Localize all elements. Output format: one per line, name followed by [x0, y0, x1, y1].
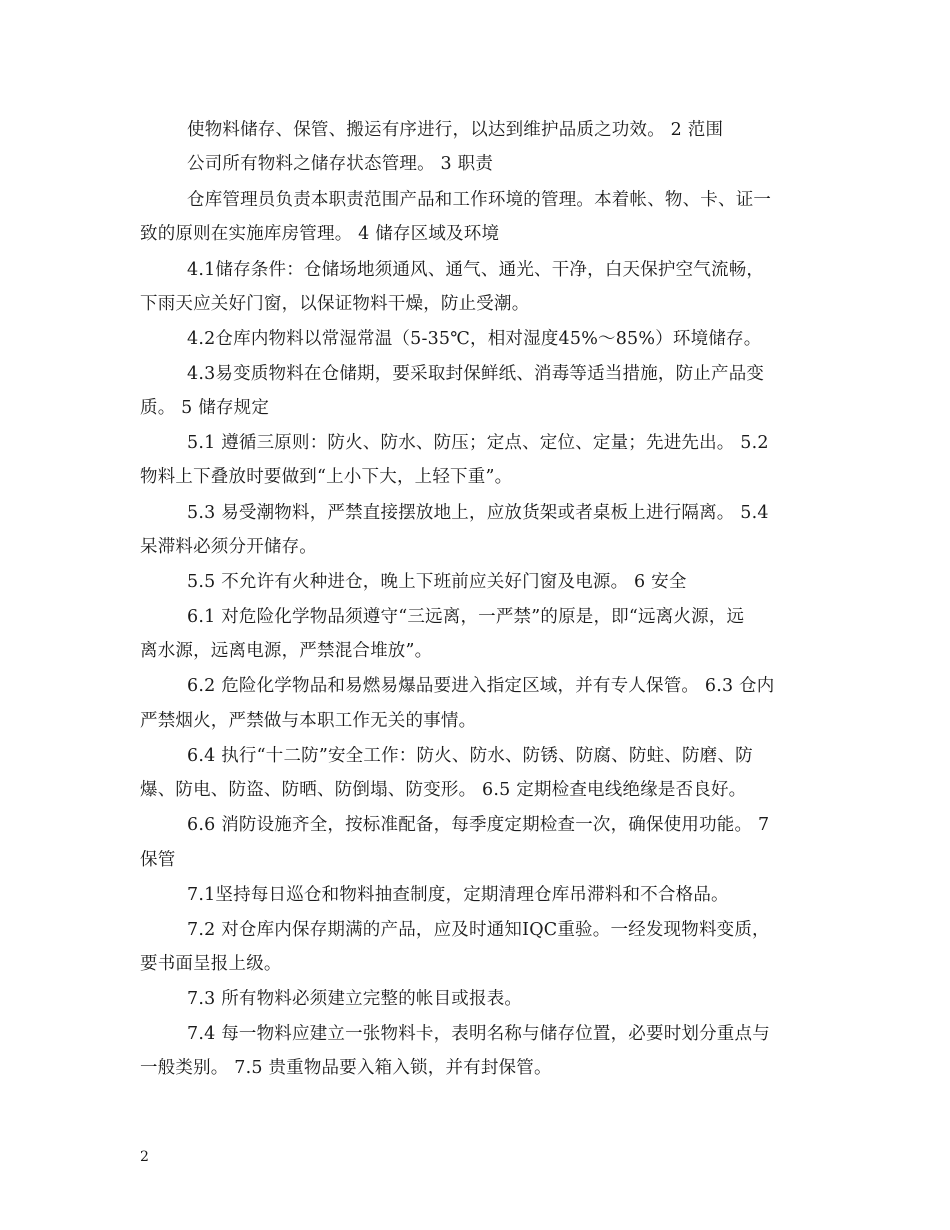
text-line: 物料上下叠放时要做到“上小下大，上轻下重”。 — [140, 467, 513, 487]
text-line: 7.4 每一物料应建立一张物料卡，表明名称与储存位置，必要时划分重点与 — [187, 1024, 770, 1044]
text-line: 下雨天应关好门窗，以保证物料干燥，防止受潮。 — [140, 294, 530, 314]
text-line: 4.1储存条件：仓储场地须通风、通气、通光、干净，白天保护空气流畅， — [187, 260, 765, 280]
text-line: 6.1 对危险化学物品须遵守“三远离，一严禁”的原是，即“远离火源，远 — [187, 607, 745, 627]
text-line: 5.1 遵循三原则：防火、防水、防压；定点、定位、定量；先进先出。 5.2 — [187, 433, 769, 453]
text-line: 5.5 不允许有火种进仓，晚上下班前应关好门窗及电源。 6 安全 — [187, 572, 687, 592]
text-line: 呆滞料必须分开储存。 — [140, 537, 317, 557]
text-line: 7.1坚持每日巡仓和物料抽查制度，定期清理仓库吊滞料和不合格品。 — [187, 885, 729, 905]
text-line: 公司所有物料之储存状态管理。 3 职责 — [187, 154, 494, 174]
text-line: 6.6 消防设施齐全，按标准配备，每季度定期检查一次，确保使用功能。 7 — [187, 815, 770, 835]
text-line: 6.2 危险化学物品和易燃易爆品要进入指定区域，并有专人保管。 6.3 仓内 — [187, 676, 775, 696]
text-line: 离水源，远离电源，严禁混合堆放”。 — [140, 641, 433, 661]
text-line: 保管 — [140, 850, 176, 870]
text-line: 严禁烟火，严禁做与本职工作无关的事情。 — [140, 711, 477, 731]
text-line: 7.2 对仓库内保存期满的产品，应及时通知IQC重验。一经发现物料变质， — [187, 920, 770, 940]
text-line: 要书面呈报上级。 — [140, 954, 282, 974]
text-line: 质。 5 储存规定 — [140, 398, 270, 418]
text-line: 7.3 所有物料必须建立完整的帐目或报表。 — [187, 989, 523, 1009]
text-line: 一般类别。 7.5 贵重物品要入箱入锁，并有封保管。 — [140, 1058, 552, 1078]
text-line: 使物料储存、保管、搬运有序进行，以达到维护品质之功效。 2 范围 — [187, 120, 724, 140]
text-line: 5.3 易受潮物料，严禁直接摆放地上，应放货架或者桌板上进行隔离。 5.4 — [187, 503, 769, 523]
text-line: 爆、防电、防盗、防晒、防倒塌、防变形。 6.5 定期检查电线绝缘是否良好。 — [140, 780, 747, 800]
text-line: 仓库管理员负责本职责范围产品和工作环境的管理。本着帐、物、卡、证一 — [187, 190, 772, 210]
page-number: 2 — [140, 1149, 149, 1165]
text-line: 4.3易变质物料在仓储期，要采取封保鲜纸、消毒等适当措施，防止产品变 — [187, 364, 765, 384]
text-line: 4.2仓库内物料以常湿常温（5-35℃，相对湿度45%～85%）环境储存。 — [187, 329, 762, 349]
text-line: 致的原则在实施库房管理。 4 储存区域及环境 — [140, 224, 500, 244]
text-line: 6.4 执行“十二防”安全工作：防火、防水、防锈、防腐、防蛀、防磨、防 — [187, 746, 753, 766]
